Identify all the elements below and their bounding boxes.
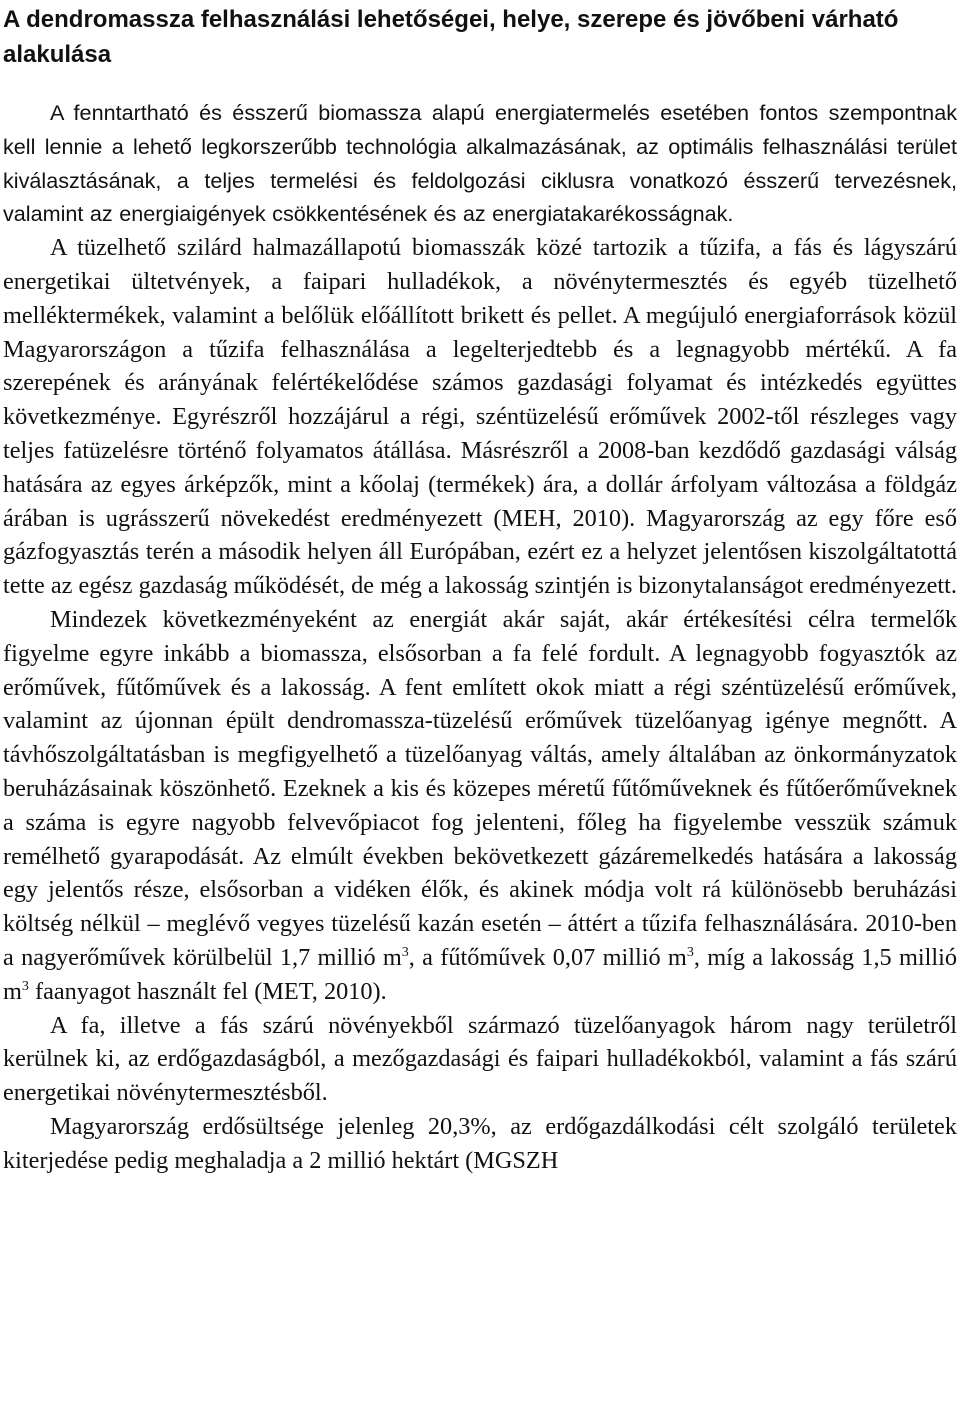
- paragraph-1: A fenntartható és ésszerű biomassza alapú energiatermelés esetében fontos szempontnak kell lennie a lehető legkorszerűbb technológia alkalmazásának, az optimális felhasználási terület kiválasztásának, a teljes termelési és feldolgozási ciklusra vonatkozó ésszerű tervezésnek, valamint az energiaigények csökkentésének és az energiatakarékosságnak.: [3, 100, 957, 227]
- superscript-cubic-1: 3: [401, 944, 409, 960]
- paragraph-3-text-c: , míg a lakosság 1,5 millió m: [3, 943, 958, 1005]
- paragraph-5-text-b: H: [540, 1146, 559, 1174]
- paragraph-3-text-b: , a fűtőművek 0,07 millió m: [408, 943, 687, 971]
- section-title: A dendromassza felhasználási lehetőségei, helye, szerepe és jövőbeni várható alakulása: [3, 6, 899, 68]
- superscript-cubic-3: 3: [21, 978, 29, 994]
- paragraph-3-text-a: Mindezek következményeként az energiát akár saját, akár értékesítési célra termelők figyelme egyre inkább a biomassza, elsősorban a fa felé fordult. A legnagyobb fogyasztók az erőművek, fűtőművek és a lakosság. A fent említett okok miatt a régi széntüzelésű erőművek, valamint az újonnan épült dendromassza-tüzelésű erőművek tüzelőanyag igénye megnőtt. A távhőszolgáltatásban is megfigyelhető a tüzelőanyag váltás, amely általában az önkormányzatok beruházásainak köszönhető. Ezeknek a kis és közepes méretű fűtőműveknek és fűtőerőműveknek a száma is egyre nagyobb felvevőpiacot fog jelenteni, főleg ha figyelembe vesszük számuk remélhető gyarapodását. Az elmúlt években bekövetkezett gázáremelkedés hatására a lakosság egy jelentős része, elsősorban a vidéken élők, és akinek módja volt rá különösebb beruházási költség nélkül – meglévő vegyes tüzelésű kazán esetén – áttért a tűzifa felhasználására. 2010-ben a nagyerőművek körülbelül 1,7 millió m: [3, 605, 957, 971]
- paragraph-2: A tüzelhető szilárd halmazállapotú biomasszák közé tartozik a tűzifa, a fás és lágyszárú energetikai ültetvények, a faipari hulladékok, a növénytermesztés és egyéb tüzelhető melléktermékek, valamint a belőlük előállított brikett és pellet. A megújuló energiaforrások közül Magyarországon a tűzifa felhasználása a legelterjedtebb és a legnagyobb mértékű. A fa szerepének és arányának felértékelődése számos gazdasági folyamat és intézkedés együttes következménye. Egyrészről hozzájárul a régi, széntüzelésű erőművek 2002-től részleges vagy teljes fatüzelésre történő folyamatos átállása. Másrészről a 2008-ban kezdődő gazdasági válság hatására az egyes árképzők, mint a kőolaj (termékek) ára, a dollár árfolyam változása a földgáz árában is ugrásszerű növekedést eredményezett (MEH, 2010). Magyarország az egy főre eső gázfogyasztás terén a második helyen áll Európában, ezért ez a helyzet jelentősen kiszolgáltatottá tette az egész gazdaság működését, de még a lakosság szintjén is bizonytalanságot eredményezett.: [3, 234, 957, 600]
- paragraph-5-smallcaps: GSZ: [494, 1146, 541, 1174]
- superscript-cubic-2: 3: [686, 944, 694, 960]
- document-page: [3, 2, 957, 1178]
- paragraph-3: [3, 603, 957, 1009]
- paragraph-5-text-a: Magyarország erdősültsége jelenleg 20,3%, az erdőgazdálkodási célt szolgáló területek kiterjedése pedig meghaladja a 2 millió hektárt (M: [3, 1112, 957, 1174]
- paragraph-4: A fa, illetve a fás szárú növényekből származó tüzelőanyagok három nagy területről kerülnek ki, az erdőgazdaságból, a mezőgazdasági és faipari hulladékokból, valamint a fás szárú energetikai növénytermesztésből.: [3, 1011, 957, 1107]
- paragraph-5: [3, 1110, 957, 1178]
- body-text: [3, 96, 957, 1178]
- paragraph-3-text-d: faanyagot használt fel (MET, 2010).: [28, 977, 387, 1005]
